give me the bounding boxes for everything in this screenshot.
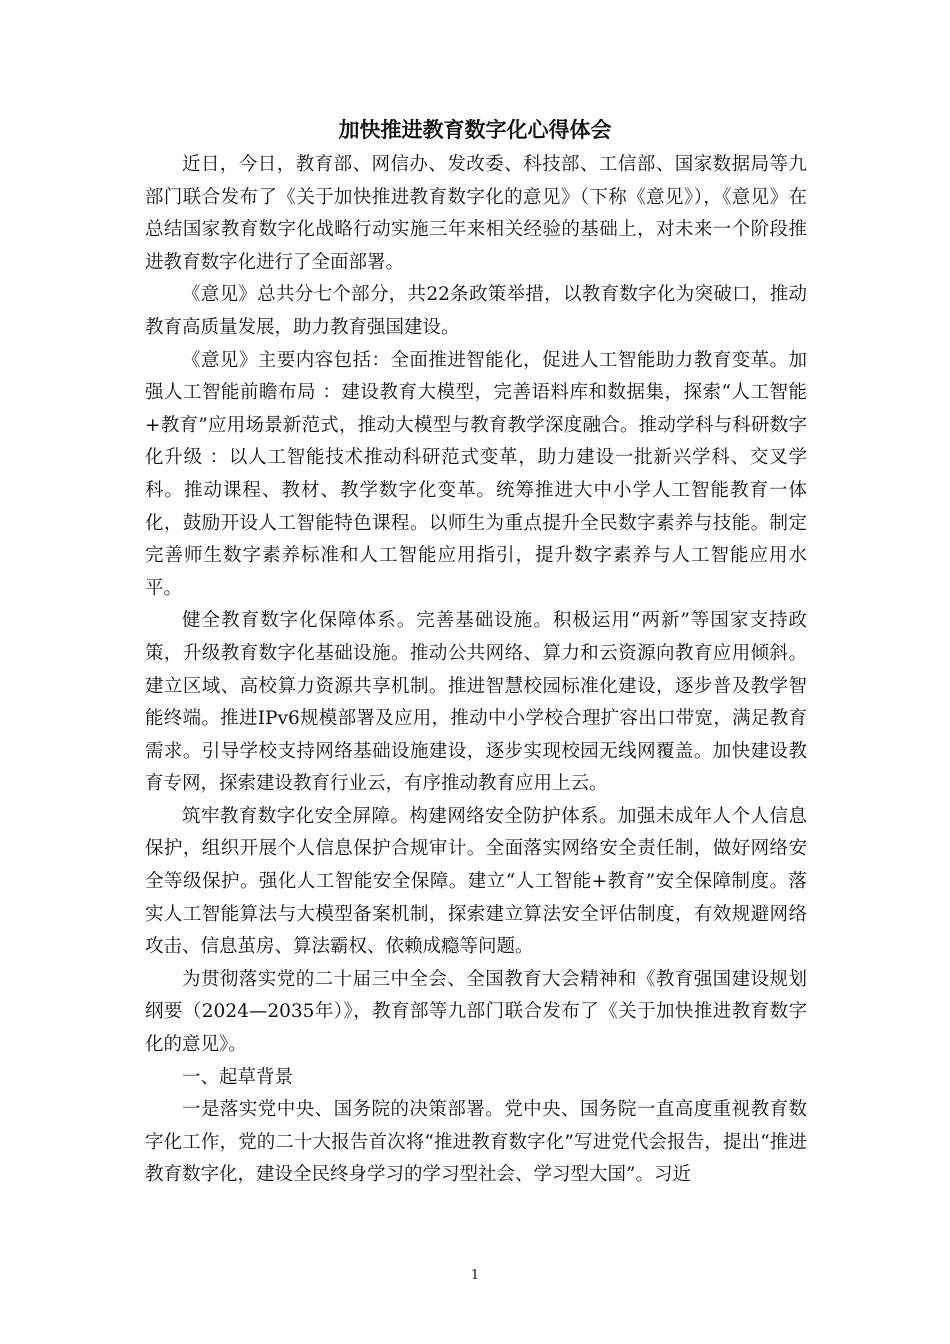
paragraph: 筑牢教育数字化安全屏障。构建网络安全防护体系。加强未成年人个人信息保护，组织开展个人信息保护合规审计。全面落实网络安全责任制，做好网络安全等级保护。强化人工智能安全保障。建立“人工智能+教育”安全保障制度。落实人工智能算法与大模型备案机制，探索建立算法安全评估制度，有效规避网络攻击、信息茧房、算法霸权、依赖成瘾等问题。	[145, 805, 807, 958]
page-number: 1	[470, 1268, 480, 1283]
paragraph: 《意见》总共分七个部分，共22条政策举措，以教育数字化为突破口，推动教育高质量发展，助力教育强国建设。	[145, 284, 807, 338]
paragraph: 一是落实党中央、国务院的决策部署。党中央、国务院一直高度重视教育数字化工作，党的二十大报告首次将“推进教育数字化”写进党代会报告，提出“推进教育数字化，建设全民终身学习的学习型社会、学习型大国”。习近	[145, 1099, 807, 1186]
document-body	[145, 149, 807, 1192]
paragraph: 《意见》主要内容包括：全面推进智能化，促进人工智能助力教育变革。加强人工智能前瞻布局 ：建设教育大模型，完善语料库和数据集，探索“人工智能+教育”应用场景新范式，推动大模型与教育教学深度融合。推动学科与科研数字化升级 ：以人工智能技术推动科研范式变革，助力建设一批新兴学科、交叉学科。推动课程、教材、教学数字化变革。统筹推进大中小学人工智能教育一体化，鼓励开设人工智能特色课程。以师生为重点提升全民数字素养与技能。制定完善师生数字素养标准和人工智能应用指引，提升数字素养与人工智能应用水平。	[145, 349, 807, 599]
document-title: 加快推进教育数字化心得体会	[338, 117, 612, 142]
section-heading: 一、起草背景	[182, 1066, 294, 1088]
paragraph: 近日，今日，教育部、网信办、发改委、科技部、工信部、国家数据局等九部门联合发布了《关于加快推进教育数字化的意见》（下称《意见》），《意见》在总结国家教育数字化战略行动实施三年来相关经验的基础上，对未来一个阶段推进教育数字化进行了全面部署。	[145, 154, 807, 273]
paragraph: 为贯彻落实党的二十届三中全会、全国教育大会精神和《教育强国建设规划纲要（2024—2035年）》，教育部等九部门联合发布了《关于加快推进教育数字化的意见》。	[145, 968, 807, 1056]
paragraph: 健全教育数字化保障体系。完善基础设施。积极运用“两新”等国家支持政策，升级教育数字化基础设施。推动公共网络、算力和云资源向教育应用倾斜。建立区域、高校算力资源共享机制。推进智慧校园标准化建设，逐步普及教学智能终端。推进IPv6规模部署及应用，推动中小学校合理扩容出口带宽，满足教育需求。引导学校支持网络基础设施建设，逐步实现校园无线网覆盖。加快建设教育专网，探索建设教育行业云，有序推动教育应用上云。	[145, 610, 807, 795]
